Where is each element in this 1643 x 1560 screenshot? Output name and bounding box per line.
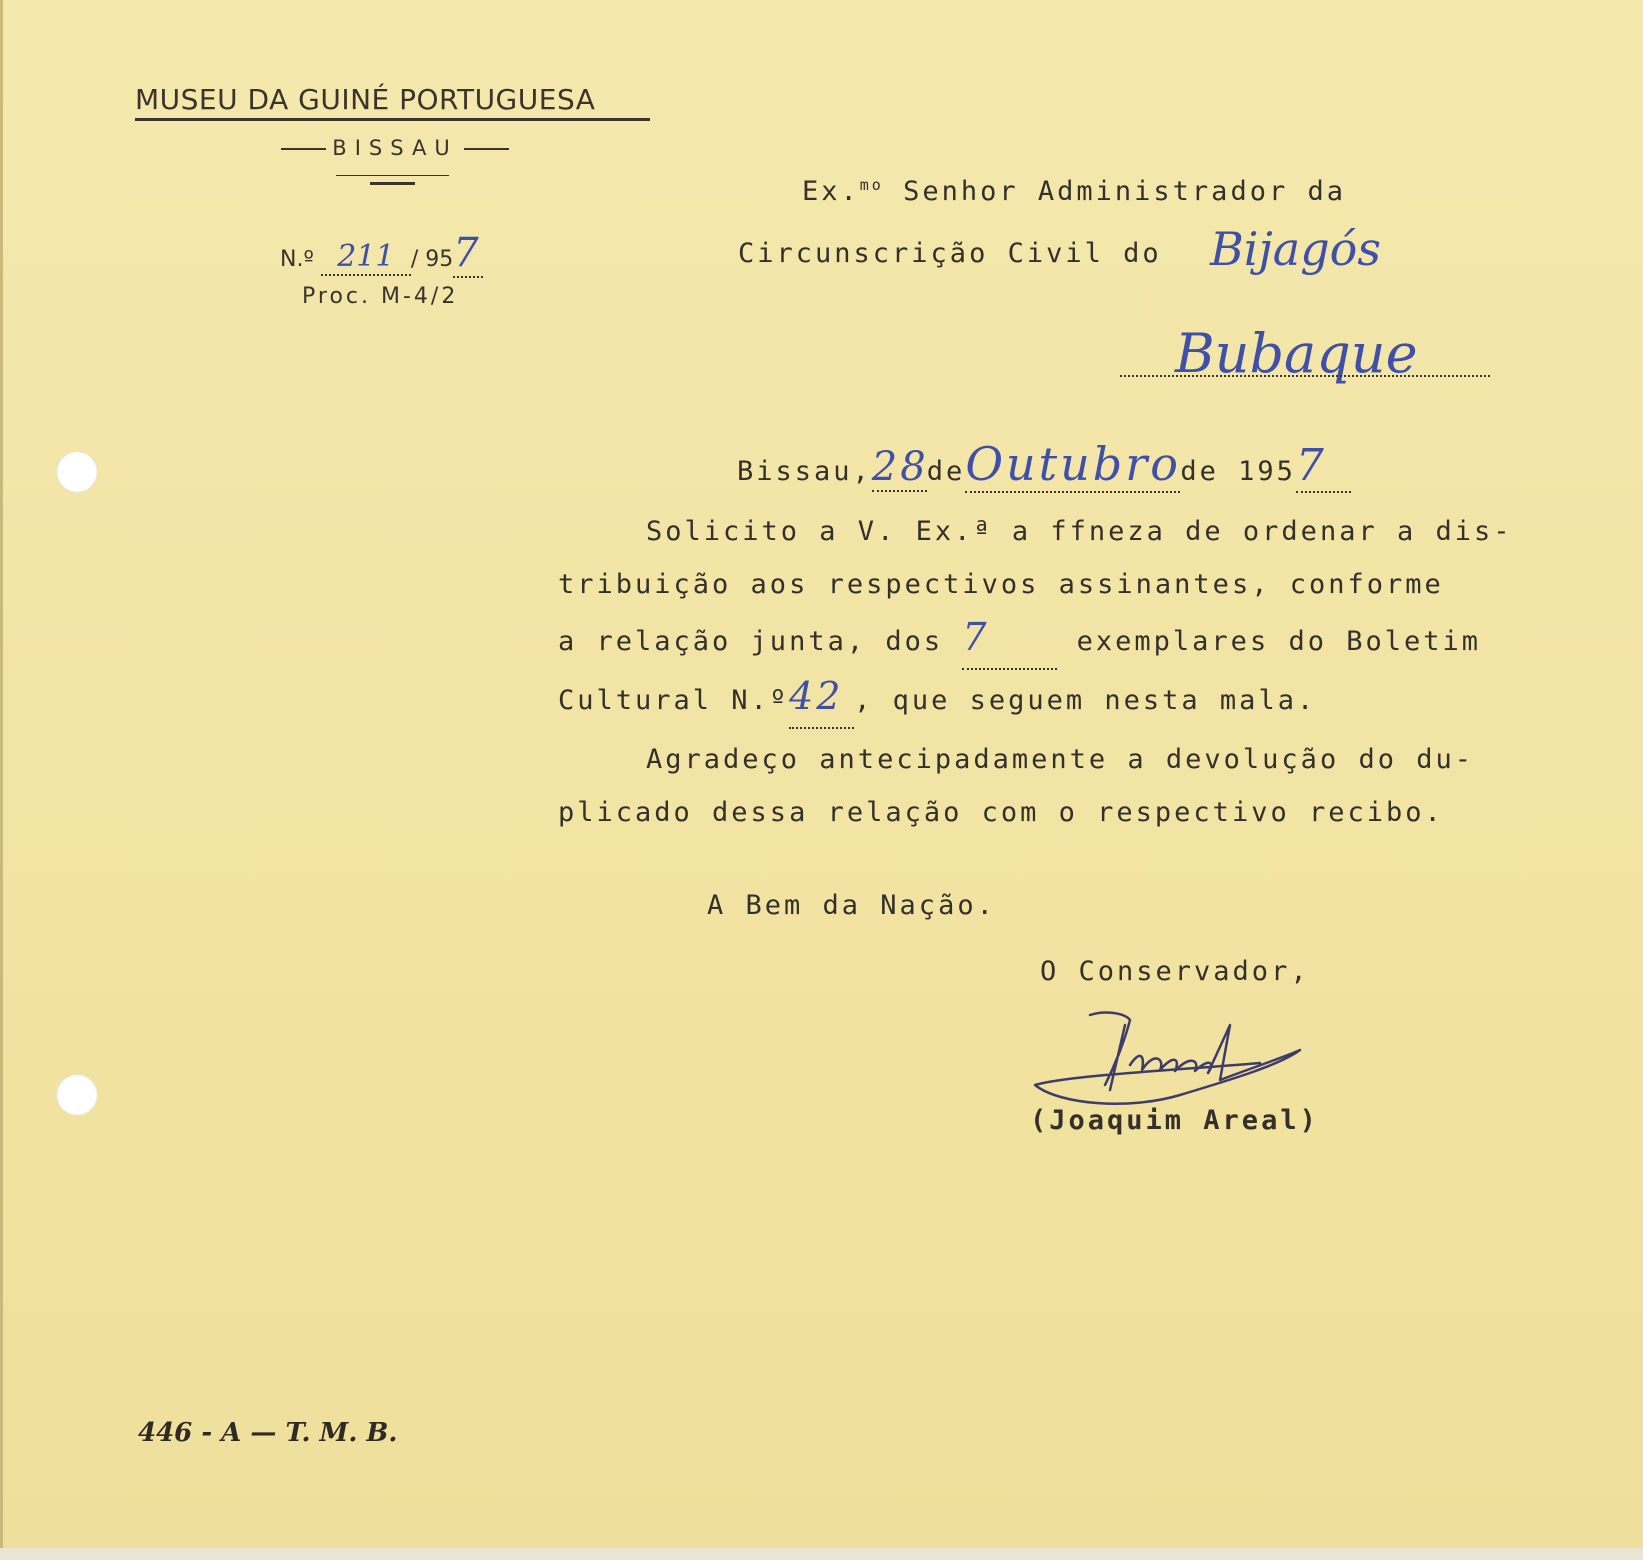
divider: [336, 175, 449, 176]
day-field: [872, 444, 927, 492]
institution-name: MUSEU DA GUINÉ PORTUGUESA: [135, 83, 650, 121]
letterhead-city: [255, 136, 535, 160]
body-text: a relação junta, dos: [558, 626, 944, 657]
salutation: A Bem da Nação.: [707, 890, 996, 921]
form-code: 446 - A — T. M. B.: [138, 1418, 398, 1448]
year-field: [453, 230, 483, 278]
addressee-title-sup: mo: [859, 176, 884, 194]
dateline: [737, 437, 1351, 493]
body-line: Agradeço antecipadamente a devolução do du-: [646, 744, 1474, 775]
city-label: BISSAU: [332, 136, 458, 160]
addressee-title: Ex.: [802, 176, 860, 207]
copies-field: [962, 611, 1057, 670]
divider: [370, 182, 415, 185]
date-de-year: de 195: [1180, 456, 1296, 487]
year-handwritten: 7: [453, 230, 479, 276]
body-text: exemplares do Boletim: [1076, 626, 1482, 657]
handwritten-signature: [1030, 1005, 1320, 1115]
handwritten-region: Bijagós: [1210, 222, 1381, 276]
addressee-line-1: [802, 176, 1346, 207]
number-field: [321, 239, 411, 276]
date-city: Bissau,: [737, 456, 872, 487]
reference-number: [280, 230, 483, 278]
body-line: Solicito a V. Ex.ª a ffneza de ordenar a dis-: [646, 516, 1513, 547]
year-field: [1296, 440, 1351, 493]
month-field: [965, 437, 1180, 493]
year-handwritten: 7: [1295, 440, 1327, 491]
body-paragraph-2: [558, 733, 1498, 839]
bulletin-number-handwritten: 42: [789, 674, 844, 718]
body-text: Cultural N.º: [558, 685, 790, 716]
addressee-rest: Senhor Administrador da: [883, 176, 1346, 207]
signer-role: O Conservador,: [1040, 956, 1310, 987]
date-de: de: [926, 456, 966, 487]
dash-decoration: [281, 148, 326, 150]
body-line: plicado dessa relação com o respectivo recibo.: [558, 797, 1444, 828]
punch-hole: [56, 1074, 98, 1116]
bulletin-number-field: [789, 670, 854, 729]
month-handwritten: Outubro: [965, 437, 1181, 491]
addressee-line-2: Circunscrição Civil do: [738, 238, 1162, 269]
body-text: , que seguem nesta mala.: [854, 685, 1317, 716]
number-handwritten: 211: [337, 239, 395, 274]
copies-handwritten: 7: [962, 615, 990, 659]
page-edge: [0, 0, 3, 1560]
year-prefix: / 95: [410, 247, 454, 272]
body-line: [558, 670, 1498, 729]
day-handwritten: 28: [871, 444, 929, 490]
body-line: tribuição aos respectivos assinantes, conforme: [558, 569, 1444, 600]
body-paragraph-1: [558, 505, 1513, 729]
process-reference: Proc. M-4/2: [302, 284, 459, 309]
body-line: [558, 611, 1498, 670]
place-field-dots: [1120, 375, 1490, 377]
number-label: N.º: [280, 247, 314, 272]
handwritten-place: Bubaque: [1175, 322, 1418, 385]
page-bottom-edge: [0, 1548, 1643, 1560]
punch-hole: [56, 451, 98, 493]
dash-decoration: [464, 148, 509, 150]
signer-name: (Joaquim Areal): [1030, 1105, 1319, 1136]
